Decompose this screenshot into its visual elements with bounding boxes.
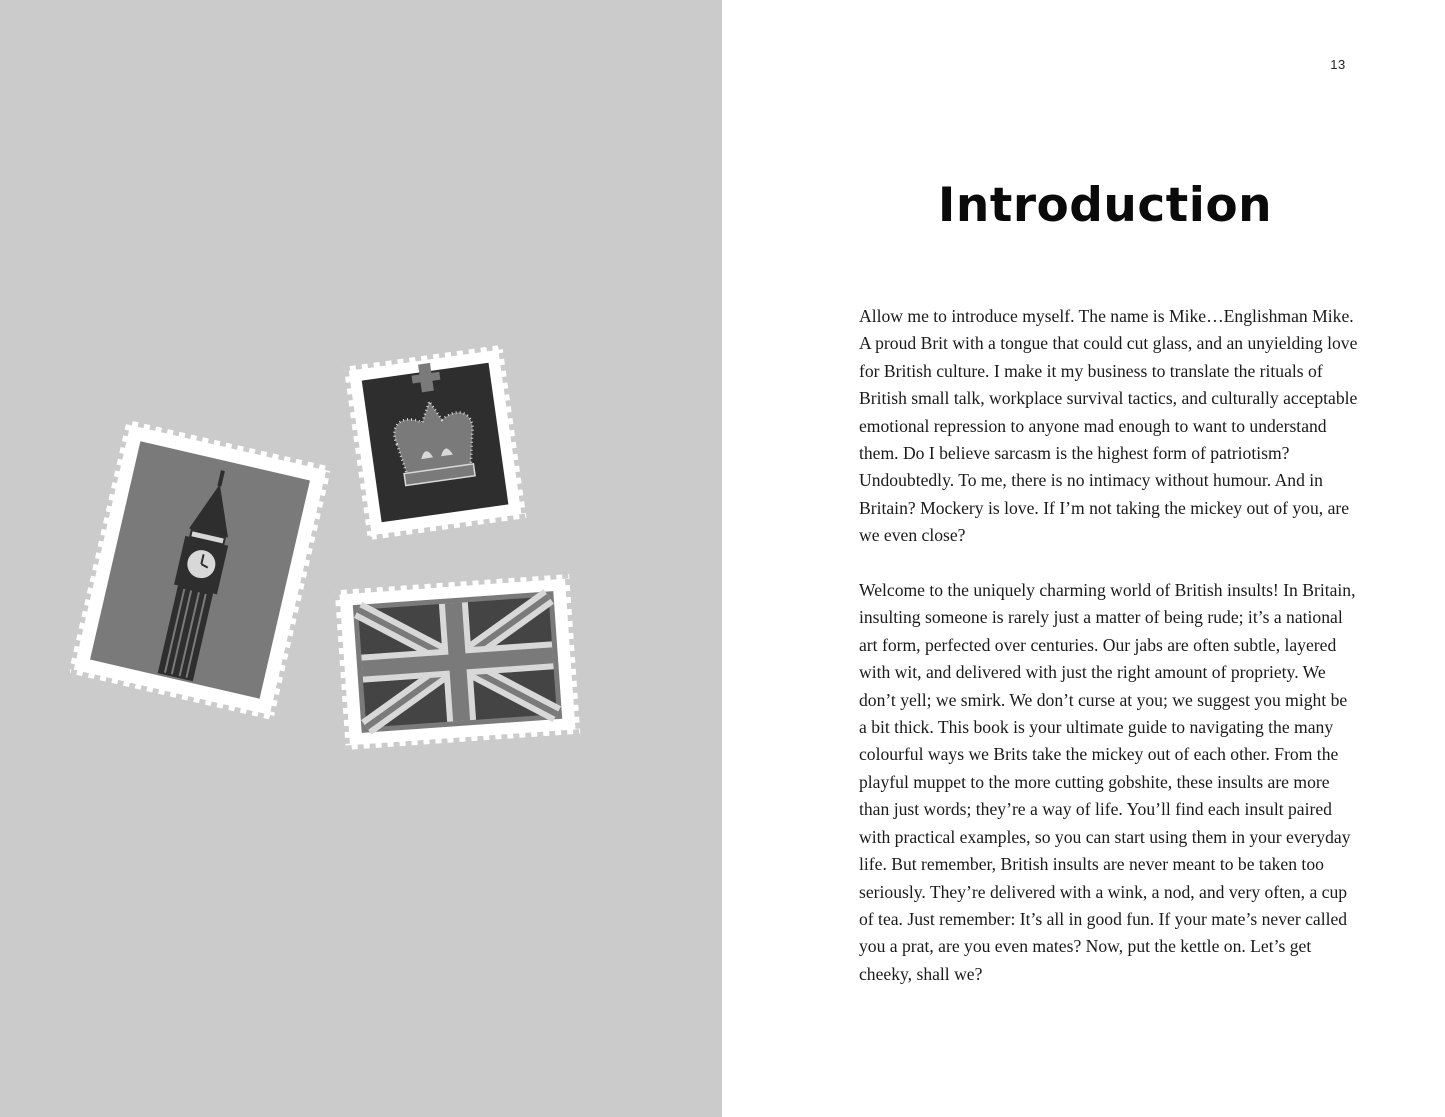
left-page-illustration <box>0 0 722 1117</box>
union-jack-flag-icon <box>353 591 562 733</box>
big-ben-stamp <box>70 420 330 720</box>
body-text <box>859 303 1359 1016</box>
paragraph: Welcome to the uniquely charming world of British insults! In Britain, insulting someone is rarely just a matter of being rude; it’s a national art form, perfected over centuries. Our jabs are often subtle, layered with wit, and delivered with just the right amount of propriety. We don’t yell; we smirk. We don’t curse at you; we suggest you might be a bit thick. This book is your ultimate guide to navigating the many colourful ways we Brits take the mickey out of each other. From the playful muppet to the more cutting gobshite, these insults are more than just words; they’re a way of life. You’ll find each insult paired with practical examples, so you can start using them in your everyday life. But remember, British insults are never meant to be taken too seriously. They’re delivered with a wink, a nod, and very often, a cup of tea. Just remember: It’s all in good fun. If your mate’s never called you a prat, are you even mates? Now, put the kettle on. Let’s get cheeky, shall we? <box>859 580 1356 984</box>
page-title: Introduction <box>937 178 1273 233</box>
paragraph: Allow me to introduce myself. The name is Mike…Englishman Mike. A proud Brit with a tongue that could cut glass, and an unyielding love for British culture. I make it my business to translate the rituals of British small talk, workplace survival tactics, and culturally acceptable emotional repression to anyone mad enough to want to understand them. Do I believe sarcasm is the highest form of patriotism? Undoubtedly. To me, there is no intimacy without humour. And in Britain? Mockery is love. If I’m not taking the mickey out of you, are we even close? <box>859 306 1358 546</box>
crown-stamp <box>335 335 535 550</box>
page-number: 13 <box>1330 57 1346 72</box>
union-jack-stamp <box>325 560 590 765</box>
